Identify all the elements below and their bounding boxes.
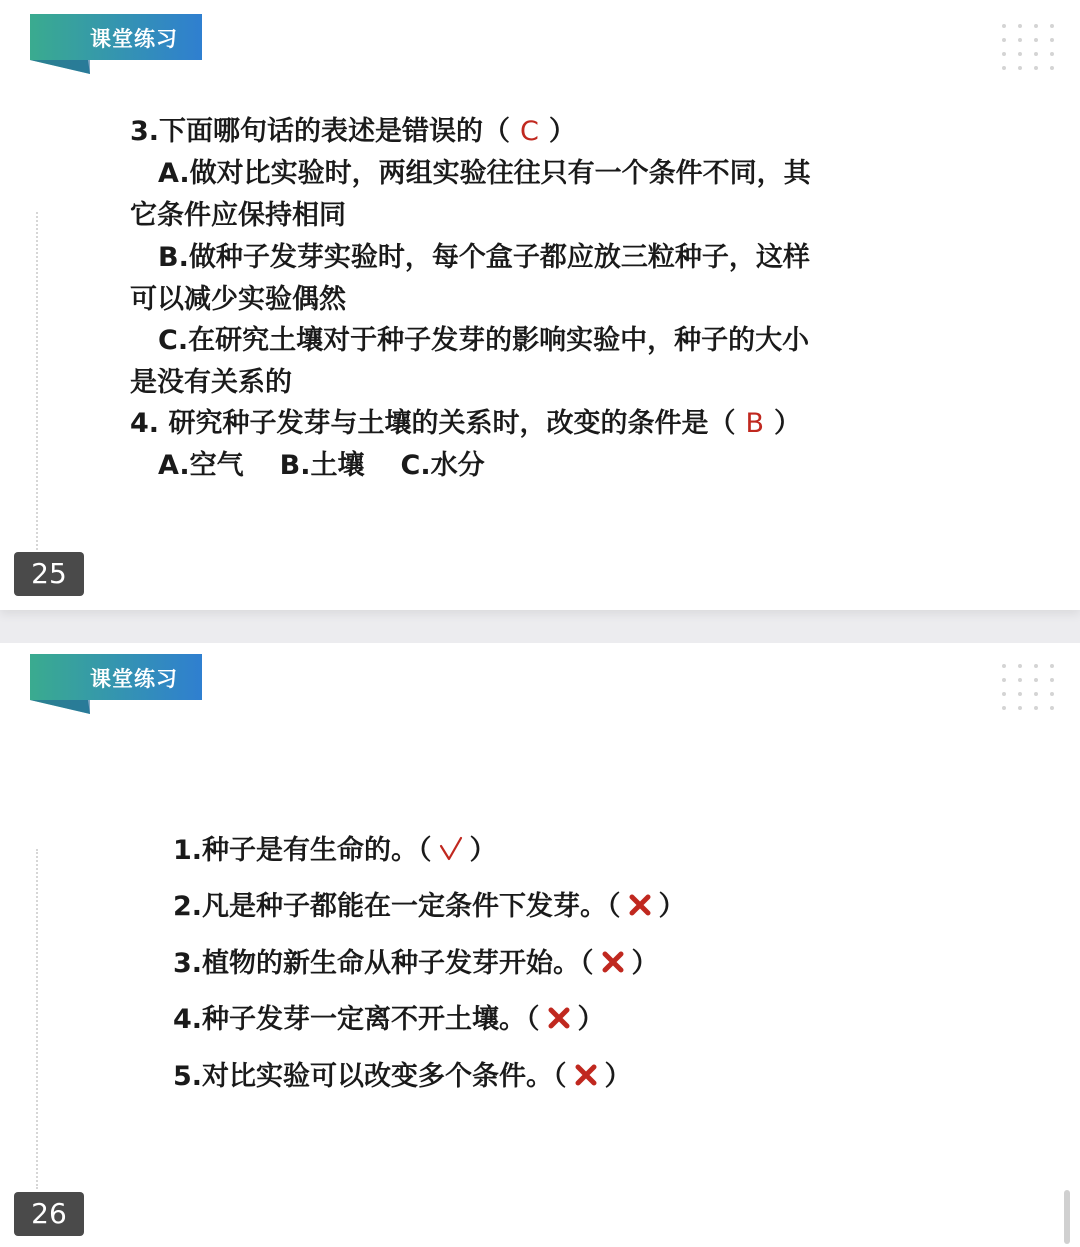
cross-mark-icon (573, 1062, 599, 1088)
decorative-dotted-line (36, 212, 38, 550)
question-4-options (158, 448, 485, 484)
cross-mark-icon (546, 1005, 572, 1031)
page-number-badge: 25 (14, 552, 84, 596)
question-4-option-a: A.空气 (158, 450, 244, 481)
judgement-item-1: 1.种子是有生命的。（ ） (173, 835, 497, 866)
slide-26 (0, 643, 1080, 1247)
section-banner (30, 14, 202, 76)
judgement-item-3: 3.植物的新生命从种子发芽开始。（ ） (173, 948, 659, 979)
question-3-answer: C (520, 116, 539, 147)
question-3-option-b-cont: 可以减少实验偶然 (130, 284, 346, 315)
question-3-stem: 3.下面哪句话的表述是错误的（ C ） (130, 114, 576, 150)
judgement-item-2: 2.凡是种子都能在一定条件下发芽。（ ） (173, 891, 686, 922)
question-4-option-c: C.水分 (400, 450, 485, 481)
judgement-item-4: 4.种子发芽一定离不开土壤。（ ） (173, 1004, 605, 1035)
question-3-option-a: A.做对比实验时，两组实验往往只有一个条件不同，其 (158, 158, 811, 189)
question-3-option-c-cont: 是没有关系的 (130, 367, 292, 398)
decorative-dotted-line (36, 849, 38, 1189)
cross-mark-icon (600, 949, 626, 975)
decorative-dot-grid (1000, 662, 1060, 714)
question-3-option-b: B.做种子发芽实验时，每个盒子都应放三粒种子，这样 (158, 242, 810, 273)
question-4-answer: B (745, 408, 764, 439)
judgement-item-5: 5.对比实验可以改变多个条件。（ ） (173, 1061, 632, 1092)
scrollbar-thumb[interactable] (1064, 1190, 1070, 1244)
slide-25 (0, 0, 1080, 610)
decorative-dot-grid (1000, 22, 1060, 74)
banner-title: 课堂练习 (90, 27, 178, 51)
question-4-option-b: B.土壤 (279, 450, 365, 481)
cross-mark-icon (627, 892, 653, 918)
question-3-option-c: C.在研究土壤对于种子发芽的影响实验中，种子的大小 (158, 325, 810, 356)
question-4-stem: 4. 研究种子发芽与土壤的关系时，改变的条件是（ B ） (130, 406, 801, 442)
question-3-option-a-cont: 它条件应保持相同 (130, 200, 346, 231)
banner-title: 课堂练习 (90, 667, 178, 691)
check-mark-icon (438, 836, 464, 862)
section-banner (30, 654, 202, 716)
page-number-badge: 26 (14, 1192, 84, 1236)
